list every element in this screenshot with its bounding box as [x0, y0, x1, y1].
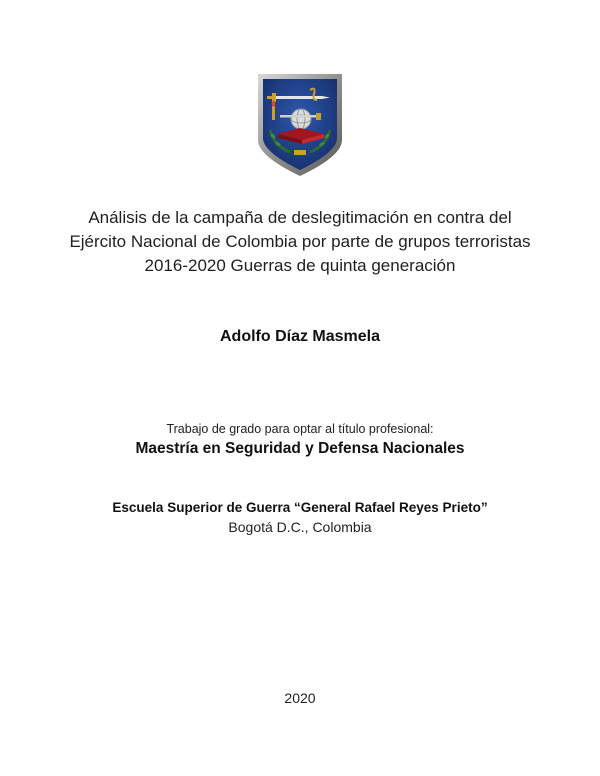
- school-name: Escuela Superior de Guerra “General Rafael Reyes Prieto”: [112, 500, 488, 515]
- author-name: Adolfo Díaz Masmela: [219, 328, 381, 345]
- degree-intro-text: Trabajo de grado para optar al título profesional:: [166, 422, 434, 436]
- city-location: Bogotá D.C., Colombia: [228, 519, 372, 535]
- degree-name: Maestría en Seguridad y Defensa Nacionales: [135, 440, 465, 457]
- military-school-crest-icon: [250, 70, 350, 178]
- publication-year: 2020: [284, 690, 316, 706]
- thesis-title: Análisis de la campaña de deslegitimación en contra del Ejército Nacional de Colombia por parte de grupos terroristas 2016-2020 Guerras de quinta generación: [69, 208, 531, 275]
